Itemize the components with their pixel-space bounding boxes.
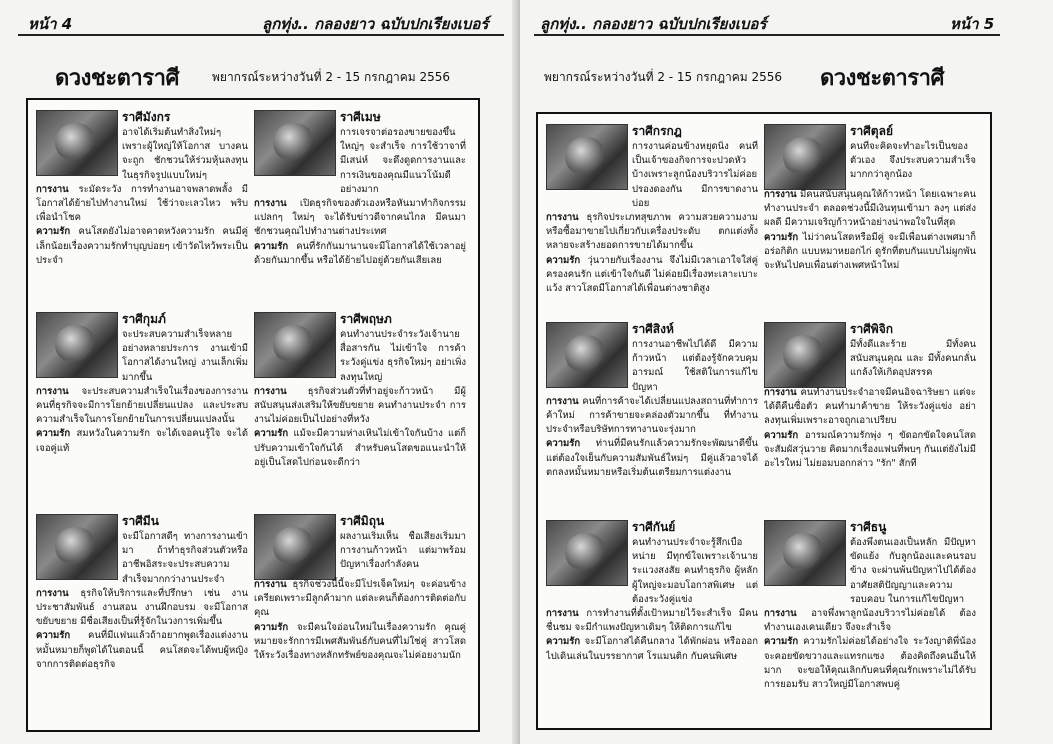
left-page [0,0,518,744]
work-forecast-text: ระมัดระวัง การทำงานอาจพลาดพลั้ง มีโอกาสได้ย้ายไปทำงานใหม่ ใช้ว่าจะเลวไหว พริบเพื่อนำโชค [36,183,248,224]
work-forecast-text: การทำงานที่ตั้งเป้าหมายไว้จะสำเร็จ มีคนชื่นชม จะมีกำแพงปัญหาเดิมๆ ให้ติดการแก้ไข [546,608,758,634]
love-forecast-label: ความรัก [36,226,79,238]
sign-intro: คนทำงานประจำระวังเจ้านายสื่อสารกัน ไม่เข้าใจ การค้าระวังคู่แข่ง ธุรกิจใหม่ๆ อย่าเพิ่งลงทุนใหญ่ [340,329,466,383]
sign-intro: คนทำงานประจำจะรู้สึกเบื่อหน่าย มีทุกข์ใจเพราะเจ้านายระแวงสงสัย คนทำธุรกิจ ผู้หลักผู้ใหญ่จะมอบโอกาสพิเศษ แต่ต้องระวังคู่แข่ง [632,537,758,605]
work-forecast-label: การงาน [36,587,81,599]
sign-forecast [254,328,466,506]
love-forecast-label: ความรัก [36,428,77,440]
work-forecast-text: ธุรกิจช่วงนี้นี้จะมีโปรเจ็คใหม่ๆ จะค่อนข้างเครียดเพราะมีลูกค้ามาก แต่ละคนก็ต้องการติดต่อกับคุณ [254,579,466,619]
love-forecast-text: ไม่ว่าคนโสดหรือมีคู่ จะมีเพื่อนต่างเพศมาก็อร่อกิติก แบบหมาหยอกไก่ ดูรักที่ตบกันแบบไม่ผูกพัน จะหันไปคบเพื่อนต่างเพศหน้าใหม่ [764,231,976,272]
love-forecast-label: ความรัก [764,231,803,243]
love-forecast-text: จะมีคนใจอ่อนใหม่ในเรื่องความรัก คุณคู่หมายจะรักการมีเพศสัมพันธ์กับคนที่ไม่ใช่คู่ สาวโสดให้ระวังเรื่องทางหลักทรัพย์ของคุณจะไม่ค่อยงามนัก [254,621,466,662]
work-forecast [764,188,976,231]
work-forecast-label: การงาน [764,189,801,200]
sign-block [546,320,758,514]
sign-name: ราศีมิถุน [340,514,385,528]
sign-forecast [36,328,248,506]
love-forecast-text: คนที่รักกันมานานจะมีโอกาสได้ใช้เวลาอยู่ด้วยกันมากขึ้น หรือได้ย้ายไปอยู่ด้วยกันเสียเลย [254,240,466,266]
work-forecast-label: การงาน [254,198,300,210]
sign-block [764,320,976,514]
sign-name: ราศีมีน [122,514,159,528]
sign-block [546,122,758,316]
sign-intro: ผลงานเริ่มเห็น ชื่อเสียงเริ่มมา การงานก้าวหน้า แต่มาพร้อมปัญหาเรื่องกำลังคน [340,531,466,571]
love-forecast-text: วุ่นวายกับเรื่องงาน จึงไม่มีเวลาเอาใจใส่คู่ครองคนรัก แต่เข้าใจกันดี ไม่ค่อยมีเรื่องทะเลาะเบาะแว้ง สาวโสดมีโอกาสได้เพื่อนต่างชาติสูง [546,254,758,295]
sign-name: ราศีมังกร [122,110,171,124]
sign-block [36,108,248,306]
love-forecast-label: ความรัก [546,438,596,450]
work-forecast-text: ธุรกิจส่วนตัวที่ทำอยู่จะก้าวหน้า มีผู้สนับสนุนส่งเสริมให้ขยับขยาย คนทำงานประจำ การงานไม่ค่อยเป็นไปอย่างที่หวัง [254,385,466,426]
section-title: ดวงชะตาราศี [55,66,179,91]
work-forecast-label: การงาน [36,183,79,195]
love-forecast [764,635,976,692]
love-forecast [546,254,758,297]
sign-block [36,512,248,710]
sign-name: ราศีกันย์ [632,520,676,534]
work-forecast-label: การงาน [764,608,812,620]
sign-intro: การงานอาชีพไปได้ดี มีความก้าวหน้า แต่ต้องรู้จักควบคุมอารมณ์ ใช้สติในการแก้ไขปัญหา [632,339,758,393]
sign-forecast [546,338,758,512]
sign-forecast [764,536,976,710]
horoscope-frame [26,98,480,732]
love-forecast-label: ความรัก [546,636,585,648]
love-forecast [764,231,976,274]
work-forecast [36,385,248,428]
work-forecast [36,183,248,226]
work-forecast [36,587,248,630]
love-forecast-text: จะมีโอกาสได้คืนกลาง ได้พักผ่อน หรือออกไปเดินเล่นในบรรยากาศ โรแมนติก กับคนพิเศษ [546,636,758,662]
sign-block [254,108,466,306]
love-forecast [764,429,976,472]
sign-forecast [36,530,248,708]
work-forecast-label: การงาน [254,385,308,397]
work-forecast-text: ธุรกิจประเภทสุขภาพ ความสวยความงาม หรือซื้อมาขายไปเกี่ยวกับเครื่องประดับ ตกแต่งทั้งหลายจะสร้างยอดการขายได้มากขึ้น [546,212,758,252]
work-forecast-text: อาจพึ่งพาลูกน้องบริวารไม่ค่อยได้ ต้องทำงานเองเคนเดียว จึงจะสำเร็จ [764,608,976,634]
love-forecast-text: แม้จะมีความห่างเหินไม่เข้าใจกันบ้าง แต่ก็ปรับความเข้าใจกันได้ สำหรับคนโสดขอแนะนำให้อยู่เป็นโสดไปก่อนจะดีกว่า [254,428,466,468]
work-forecast [546,607,758,635]
sign-name: ราศีกรกฎ [632,124,682,138]
running-title: ลูกทุ่ง.. กลองยาว ฉบับปกเรียงเบอร์ [262,15,489,33]
work-forecast-text: คนที่การค้าจะได้เปลี่ยนแปลงสถานที่ทำการค้าใหม่ การค้าขายจะคล่องตัวมากขึ้น ที่ทำงานประจำหรือบริษัทการทางานจะรุ่งมาก [546,395,758,436]
sign-name: ราศีตุลย์ [850,124,893,138]
love-forecast-label: ความรัก [546,254,588,266]
work-forecast [546,395,758,438]
work-forecast [254,197,466,240]
love-forecast-text: คนที่มีแฟนแล้วถ้าอยากพูดเรื่องแต่งงานหมั้นหมายก็พูดได้ในตอนนี้ คนโสดจะได้พบผู้หญิงจากการติดต่อธุรกิจ [36,630,248,670]
date-range: พยากรณ์ระหว่างวันที่ 2 - 15 กรกฎาคม 2556 [544,70,783,84]
sign-name: ราศีสิงห์ [632,322,674,336]
work-forecast-label: การงาน [546,212,587,224]
love-forecast [254,427,466,470]
sign-block [36,310,248,508]
horoscope-frame [536,112,992,730]
love-forecast-text: ท่านที่มีคนรักแล้วความรักจะพัฒนาดีขึ้น แต่ต้องใจเย็นกับความสัมพันธ์ใหม่ๆ มีคู่แล้วอาจได้ตกลงหมั้นหมายหรือเริ่มต้นเตรียมการแต่งงาน [546,438,758,478]
work-forecast-text: จะประสบความสำเร็จในเรื่องของการงาน คนที่ธุรกิจจะมีการโยกย้ายเปลี่ยนแปลง และประสบความสำเร็จในการโยกย้ายในการเปลี่ยนแปลงนั้น [36,385,248,426]
sign-intro: ต้องพึ่งตนเองเป็นหลัก มีปัญหาขัดแย้ง กับลูกน้องและคนรอบข้าง จะผ่านพ้นปัญหาไปได้ต้องอาศัยสติปัญญาและความรอบคอบ ในการแก้ไขปัญหา [850,537,976,605]
sign-block [764,518,976,712]
love-forecast-text: คนโสดยังไม่อาจคาดหวังความรัก คนมีคู่เล็กน้อยเรื่องความรักทำบุญบ่อยๆ เข้าวัดไหว้พระเป็นประจำ [36,226,248,266]
sign-block [764,122,976,316]
sign-block [546,518,758,712]
love-forecast [254,240,466,268]
sign-forecast [254,126,466,304]
work-forecast-text: เปิดธุรกิจของตัวเองหรือหันมาทำกิจกรรมแปลกๆ ใหม่ๆ จะได้รับข่าวดีจากคนไกล มีคนมาชักชวนคุณไปทำงานต่างประเทศ [254,198,466,238]
work-forecast-text: มีคนสนับสนุนคุณให้ก้าวหน้า โดยเฉพาะคนทำงานประจำ ตลอดช่วงนี้มีเงินทุนเข้ามา ลงๆ แต่ส่งผลดี มีความเจริญก้าวหน้าอย่างน่าพอใจในที่สุด [764,189,976,229]
love-forecast-label: ความรัก [764,429,805,441]
work-forecast-label: การงาน [764,387,801,398]
work-forecast [764,607,976,635]
love-forecast-text: สมหวังในความรัก จะได้เจอคนรู้ใจ จะได้เจอคู่แท้ [36,428,248,454]
right-page [520,0,1053,744]
sign-name: ราศีพฤษภ [340,312,392,326]
love-forecast-label: ความรัก [764,636,804,648]
page-number: หน้า 4 [28,15,73,33]
work-forecast-label: การงาน [546,395,583,407]
work-forecast-text: คนทำงานประจำอาจมีคนอิจฉาริษยา แต่จะได้ดีคืนซื่อตัว คนทำมาค้าขาย ให้ระวังคู่แข่ง อย่าลงทุนเพิ่มเพราะอาจถูกเอาเปรียบ [764,387,976,427]
work-forecast [546,211,758,254]
love-forecast [546,635,758,663]
sign-block [254,310,466,508]
date-range: พยากรณ์ระหว่างวันที่ 2 - 15 กรกฎาคม 2556 [212,70,451,84]
love-forecast-label: ความรัก [36,630,89,642]
love-forecast [254,621,466,664]
love-forecast [36,629,248,672]
sign-intro: การเจรจาต่อรองขายของขึ้นใหญ่ๆ จะสำเร็จ การใช้วาจาที่มีเสน่ห์ จะดึงดูดการงานและการเงินของคุณมีแนวโน้มดีอย่างมาก [340,127,466,195]
sign-forecast [546,140,758,314]
work-forecast-label: การงาน [546,608,587,620]
header-rule [18,34,504,36]
sign-intro: มีทั้งดีและร้าย มีทั้งคนสนับสนุนคุณ และ มีทั้งคนกลั่นแกล้งให้เกิดอุปสรรค [850,339,976,379]
love-forecast-label: ความรัก [254,428,294,440]
sign-name: ราศีพิจิก [850,322,894,336]
sign-intro: จะประสบความสำเร็จหลายอย่างหลายประการ งานเข้ามีโอกาสได้งานใหญ่ งานเล็กเพิ่มมากขึ้น [122,329,248,383]
sign-intro: คนที่จะคิดจะทำอะไรเป็นของตัวเอง จึงประสบความสำเร็จ มากกว่าลูกน้อง [850,141,976,181]
work-forecast-text: ธุรกิจให้บริการและที่ปรึกษา เช่น งานประชาสัมพันธ์ งานสอน งานฝึกอบรม จะมีโอกาสขยับขยาย มีชื่อเสียงเป็นที่รู้จักในวงการเพิ่มขึ้น [36,587,248,628]
love-forecast [546,437,758,480]
sign-name: ราศีธนู [850,520,887,534]
sign-name: ราศีเมษ [340,110,381,124]
love-forecast-text: ความรักไม่ค่อยได้อย่างใจ ระวังญาติพี่น้อง จะคอยขัดขวางและแทรกแซง ต้องคิดถึงคนอื่นให้มาก จะขอให้คุณเลิกกับคนที่คุณรักเพราะไม่ได้รับการยอมรับ สาวใหญ่มีโอกาสพบคู่ [764,636,976,691]
section-title: ดวงชะตาราศี [820,66,944,91]
sign-forecast [546,536,758,710]
work-forecast [764,386,976,429]
love-forecast-label: ความรัก [254,240,297,252]
sign-forecast [254,530,466,708]
love-forecast-text: อารมณ์ความรักพุ่ง ๆ ขัดอกขัดใจคนโสดจะสัมผัสวุ่นวาย คิดมากเรื่องแฟนที่พบๆ กันแต่ยังไม่มีอะไรใหม่ ไม่ยอมบอกกล่าว "รัก" สักที [764,429,976,470]
sign-intro: อาจได้เริ่มต้นทำสิ่งใหม่ๆ เพราะผู้ใหญ่ให้โอกาส บางคนจะถูก ชักชวนให้ร่วมหุ้นลงทุนในธุรกิจรูปแบบใหม่ๆ [122,127,248,181]
love-forecast [36,427,248,455]
sign-forecast [764,140,976,314]
sign-intro: การงานค่อนข้างหยุดนิ่ง คนที่เป็นเจ้าของกิจการจะปวดหัวบ้างเพราะลูกน้องบริวารไม่ค่อยปรองดองกัน มีการขาดงานบ่อย [632,141,758,209]
work-forecast-label: การงาน [36,385,82,397]
love-forecast [36,225,248,268]
page-number: หน้า 5 [950,15,995,33]
sign-forecast [764,338,976,512]
sign-intro: จะมีโอกาสดีๆ ทางการงานเข้ามา ถ้าทำธุรกิจส่วนตัวหรืออาชีพอิสระจะประสบความสำเร็จมากกว่างานประจำ [122,531,248,585]
sign-name: ราศีกุมภ์ [122,312,166,326]
love-forecast-label: ความรัก [254,621,297,633]
work-forecast [254,385,466,428]
work-forecast-label: การงาน [254,579,293,590]
sign-block [254,512,466,710]
header-rule [534,34,1000,36]
running-title: ลูกทุ่ง.. กลองยาว ฉบับปกเรียงเบอร์ [540,15,767,33]
sign-forecast [36,126,248,304]
work-forecast [254,578,466,621]
